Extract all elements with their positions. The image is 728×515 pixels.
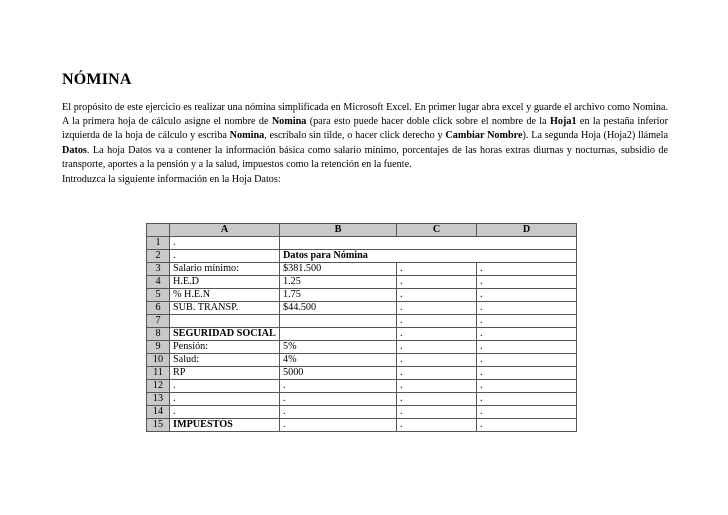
table-row [147,406,577,419]
table-row [147,367,577,380]
cell-c: . [397,263,477,276]
cell-a: . [170,237,280,250]
cell-b: 1.25 [280,276,397,289]
column-header-row [147,224,577,237]
cell-b [280,328,397,341]
cell-d: . [477,406,577,419]
table-row [147,354,577,367]
cell-b: . [280,393,397,406]
row-header: 5 [147,289,170,302]
document-title: NÓMINA [62,71,132,88]
table-row [147,263,577,276]
cell-d: . [477,289,577,302]
cell-b: $381.500 [280,263,397,276]
intro-text-1: El propósito de este ejercicio es realizar una nómina simplificada en Microsoft Excel. En primer lugar abra excel y guarde el archivo como Nomina. A la primera hoja de cálculo asigne el nombre de [62,102,668,128]
intro-text-5: ). La segunda Hoja (Hoja2) llámela [522,130,669,142]
table-row [147,328,577,341]
intro-text-6: . La hoja Datos va a contener la información básica como salario mínimo, porcentajes de las horas extras diurnas y nocturnas, subsidio de transporte, aportes a la pensión y a la salud, impuestos como la retención en la fuente. [62,144,668,170]
cell-c: . [397,406,477,419]
intro-bold-nomina: Nomina [271,116,307,128]
cell-c: . [397,276,477,289]
column-header-c: C [397,224,477,237]
row-header: 2 [147,250,170,263]
intro-paragraph [62,101,668,172]
cell-a: RP [170,367,280,380]
cell-a: SUB. TRANSP. [170,302,280,315]
row-header: 14 [147,406,170,419]
row-header: 8 [147,328,170,341]
cell-b: 5000 [280,367,397,380]
table-row [147,276,577,289]
cell-c: . [397,315,477,328]
cell-b: 5% [280,341,397,354]
intro-text-4: , escríbalo sin tilde, o hacer click derecho y [264,130,446,142]
row-header: 9 [147,341,170,354]
cell-b [280,315,397,328]
sheet-heading-cell: Datos para Nómina [280,250,577,263]
cell-c: . [397,367,477,380]
cell-d: . [477,315,577,328]
cell-c: . [397,380,477,393]
cell-a: IMPUESTOS [170,419,280,432]
intro-text-3: en la pestaña inferior izquierda de la hoja de cálculo y escriba [62,116,668,142]
column-header-a: A [170,224,280,237]
spreadsheet-table [146,223,577,432]
row-header: 4 [147,276,170,289]
cell-b: 4% [280,354,397,367]
cell-a: % H.E.N [170,289,280,302]
cell-d: . [477,393,577,406]
corner-cell [147,224,170,237]
cell-a: H.E.D [170,276,280,289]
cell-d: . [477,354,577,367]
table-row [147,393,577,406]
cell-c: . [397,341,477,354]
table-row [147,250,577,263]
spreadsheet-body [147,237,577,432]
cell-d: . [477,341,577,354]
cell-a: . [170,250,280,263]
row-header: 1 [147,237,170,250]
cell-d: . [477,263,577,276]
table-row [147,341,577,354]
table-row [147,315,577,328]
row-header: 15 [147,419,170,432]
cell-c: . [397,393,477,406]
intro-bold-cambiar-nombre: Cambiar Nombre [445,130,523,142]
table-row [147,289,577,302]
intro-bold-hoja1: Hoja1 [549,116,577,128]
table-row [147,302,577,315]
table-row [147,419,577,432]
cell-c: . [397,289,477,302]
cell-a: Salud: [170,354,280,367]
row-header: 7 [147,315,170,328]
instruction-paragraph: Introduzca la siguiente información en la Hoja Datos: [62,174,281,185]
row-header: 12 [147,380,170,393]
cell-b: . [280,419,397,432]
row-header: 11 [147,367,170,380]
cell-a: . [170,393,280,406]
cell-d: . [477,276,577,289]
column-header-d: D [477,224,577,237]
cell-c: . [397,419,477,432]
cell-d: . [477,380,577,393]
cell-d: . [477,302,577,315]
row-header: 3 [147,263,170,276]
cell-b: . [280,406,397,419]
cell-d: . [477,367,577,380]
cell-a: . [170,406,280,419]
table-row [147,380,577,393]
cell-a: SEGURIDAD SOCIAL [170,328,280,341]
cell-d: . [477,419,577,432]
cell-bcd-merged [280,237,577,250]
cell-c: . [397,302,477,315]
cell-b: . [280,380,397,393]
intro-text-2: (para esto puede hacer doble click sobre el nombre de la [306,116,550,128]
row-header: 6 [147,302,170,315]
row-header: 13 [147,393,170,406]
row-header: 10 [147,354,170,367]
cell-a: Salario mínimo: [170,263,280,276]
column-header-b: B [280,224,397,237]
intro-bold-datos: Datos [62,144,87,156]
intro-bold-nomina-2: Nomina [229,130,265,142]
cell-a: Pensión: [170,341,280,354]
cell-b: 1.75 [280,289,397,302]
table-row [147,237,577,250]
cell-c: . [397,328,477,341]
cell-c: . [397,354,477,367]
cell-a: . [170,380,280,393]
cell-d: . [477,328,577,341]
cell-b: $44.500 [280,302,397,315]
cell-a [170,315,280,328]
